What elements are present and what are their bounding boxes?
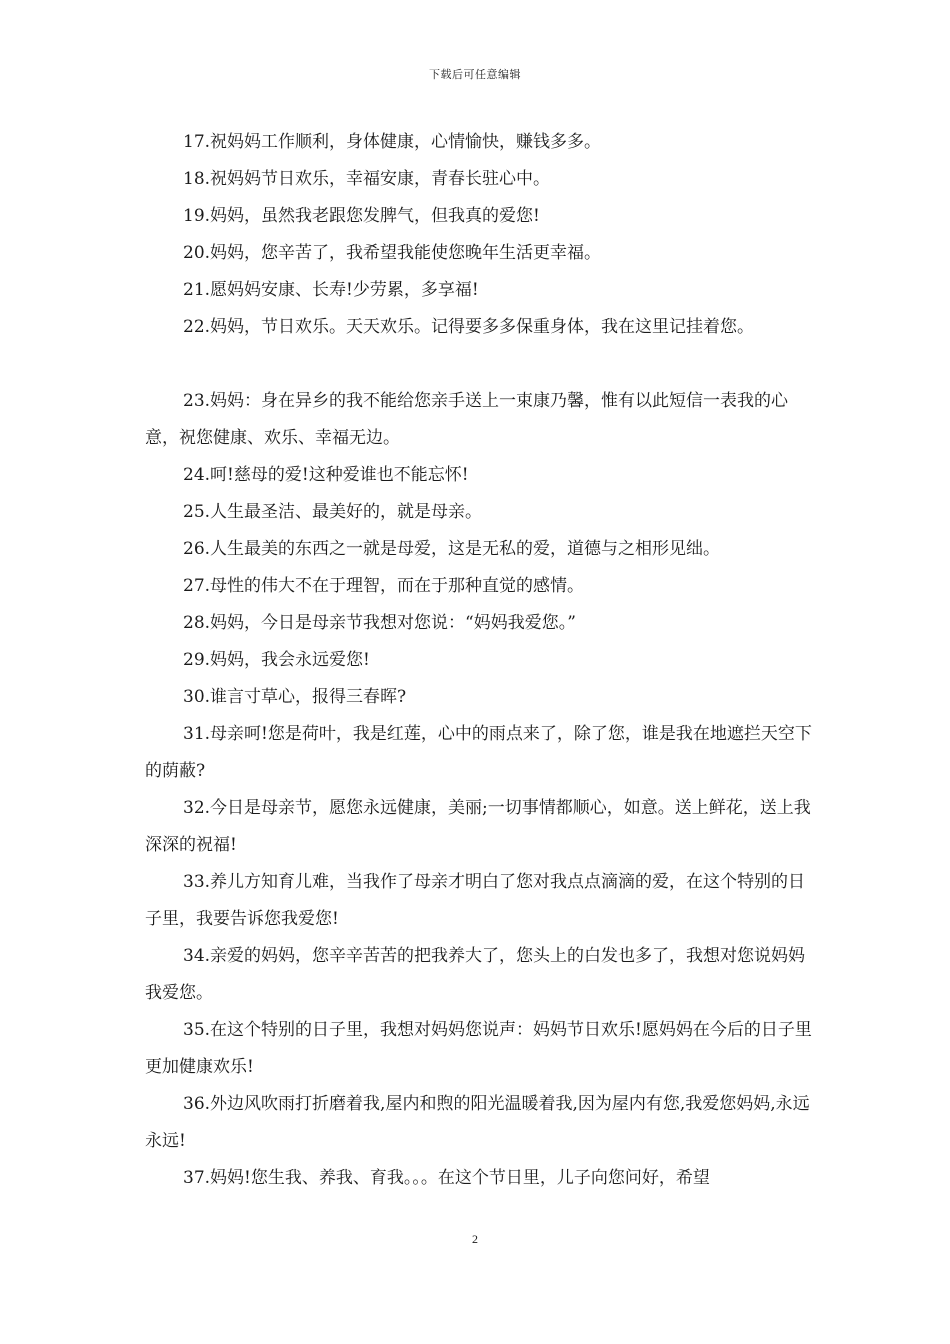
paragraph-27: 27.母性的伟大不在于理智，而在于那种直觉的感情。 (183, 576, 585, 596)
paragraph-34: 34.亲爱的妈妈，您辛辛苦苦的把我养大了，您头上的白发也多了，我想对您说妈妈我爱您。 (145, 946, 806, 1003)
paragraph-25: 25.人生最圣洁、最美好的，就是母亲。 (183, 502, 483, 522)
paragraph-17: 17.祝妈妈工作顺利，身体健康，心情愉快，赚钱多多。 (183, 132, 602, 152)
paragraph-20: 20.妈妈，您辛苦了，我希望我能使您晚年生活更幸福。 (183, 243, 602, 263)
paragraph-30: 30.谁言寸草心，报得三春晖? (183, 687, 407, 707)
paragraph-36: 36.外边风吹雨打折磨着我,屋内和煦的阳光温暖着我,因为屋内有您,我爱您妈妈,永远永远! (145, 1094, 810, 1151)
paragraph-26: 26.人生最美的东西之一就是母爱，这是无私的爱，道德与之相形见绌。 (183, 539, 721, 559)
paragraph-37: 37.妈妈!您生我、养我、育我。。。在这个节日里，儿子向您问好，希望 (183, 1168, 710, 1188)
paragraph-24: 24.呵!慈母的爱!这种爱谁也不能忘怀! (183, 465, 469, 485)
paragraph-22: 22.妈妈，节日欢乐。天天欢乐。记得要多多保重身体，我在这里记挂着您。 (183, 317, 755, 337)
page-number: 2 (472, 1232, 478, 1246)
paragraph-32: 32.今日是母亲节，愿您永远健康，美丽;一切事情都顺心，如意。送上鲜花，送上我深深的祝福! (145, 798, 811, 855)
paragraph-19: 19.妈妈，虽然我老跟您发脾气，但我真的爱您! (183, 206, 540, 226)
document-body (145, 124, 813, 1197)
paragraph-21: 21.愿妈妈安康、长寿!少劳累，多享福! (183, 280, 479, 300)
paragraph-33: 33.养儿方知育儿难，当我作了母亲才明白了您对我点点滴滴的爱，在这个特别的日子里，我要告诉您我爱您! (145, 872, 806, 929)
paragraph-35: 35.在这个特别的日子里，我想对妈妈您说声：妈妈节日欢乐!愿妈妈在今后的日子里更加健康欢乐! (145, 1020, 812, 1077)
paragraph-31: 31.母亲呵!您是荷叶，我是红莲，心中的雨点来了，除了您，谁是我在地遮拦天空下的荫蔽? (145, 724, 812, 781)
paragraph-29: 29.妈妈，我会永远爱您! (183, 650, 370, 670)
paragraph-23: 23.妈妈：身在异乡的我不能给您亲手送上一束康乃馨，惟有以此短信一表我的心意，祝您健康、欢乐、幸福无边。 (145, 391, 789, 448)
paragraph-18: 18.祝妈妈节日欢乐，幸福安康，青春长驻心中。 (183, 169, 551, 189)
page-header: 下载后可任意编辑 (429, 68, 521, 81)
paragraph-28: 28.妈妈，今日是母亲节我想对您说：“妈妈我爱您。” (183, 613, 576, 633)
